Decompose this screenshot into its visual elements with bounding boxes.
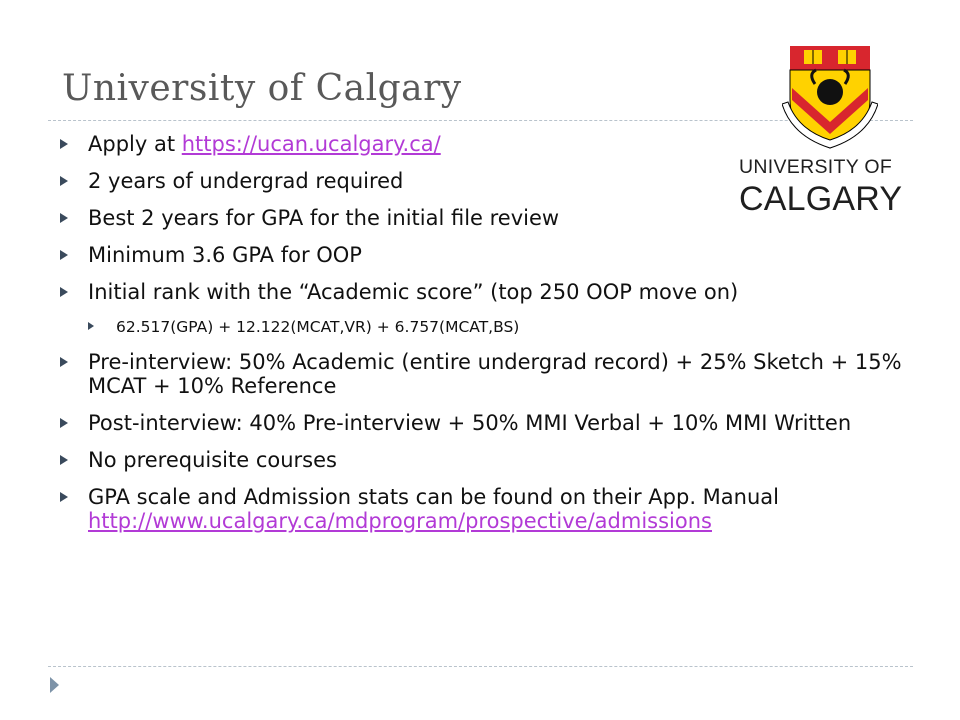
bullet-arrow-icon [60, 176, 68, 186]
bullet-item [60, 206, 940, 230]
bullet-arrow-icon [60, 418, 68, 428]
footer-arrow-icon [50, 677, 59, 693]
bullet-arrow-icon [60, 455, 68, 465]
bullet-text: Apply at [88, 132, 182, 156]
bullet-item [60, 132, 698, 156]
bullet-text: GPA scale and Admission stats can be found on their App. Manual [88, 485, 779, 509]
bullet-text: Initial rank with the “Academic score” (top 250 OOP move on) [88, 280, 739, 304]
bullet-item [60, 280, 940, 304]
bullet-text: Best 2 years for GPA for the initial file review [88, 206, 560, 230]
bullet-list [60, 132, 940, 546]
sub-bullet-item [88, 317, 940, 337]
bullet-text: Minimum 3.6 GPA for OOP [88, 243, 362, 267]
sub-bullet-text: 62.517(GPA) + 12.122(MCAT,VR) + 6.757(MCAT,BS) [116, 318, 520, 336]
bullet-arrow-icon [60, 213, 68, 223]
bullet-item [60, 448, 940, 472]
bullet-arrow-icon [60, 287, 68, 297]
logo-text-university-of: UNIVERSITY OF [739, 156, 893, 178]
bullet-item [60, 485, 940, 533]
footer-divider [48, 666, 913, 667]
bullet-item [60, 350, 940, 398]
bullet-arrow-icon [60, 492, 68, 502]
bullet-text: Post-interview: 40% Pre-interview + 50% MMI Verbal + 10% MMI Written [88, 411, 852, 435]
bullet-text: 2 years of undergrad required [88, 169, 404, 193]
slide-title: University of Calgary [62, 68, 462, 109]
bullet-item [60, 243, 940, 267]
bullet-item [60, 411, 940, 435]
bullet-arrow-icon [60, 357, 68, 367]
ucan-link[interactable]: https://ucan.ucalgary.ca/ [181, 132, 441, 156]
bullet-text: Pre-interview: 50% Academic (entire undergrad record) + 25% Sketch + 15% MCAT + 10% Reference [88, 350, 902, 398]
bullet-arrow-icon [60, 250, 68, 260]
bullet-item [60, 169, 698, 193]
logo-text-calgary: CALGARY [739, 180, 903, 218]
sub-bullet-arrow-icon [88, 322, 94, 330]
bullet-text: No prerequisite courses [88, 448, 337, 472]
admissions-link[interactable]: http://www.ucalgary.ca/mdprogram/prospective/admissions [88, 509, 712, 533]
bullet-arrow-icon [60, 139, 68, 149]
